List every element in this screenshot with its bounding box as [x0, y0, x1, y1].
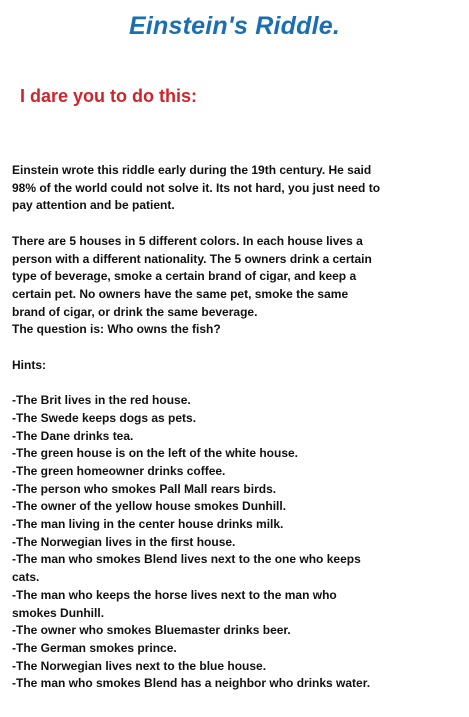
- hint-item: -The Norwegian lives in the first house.: [12, 534, 236, 549]
- hints-heading: Hints:: [12, 357, 46, 372]
- hint-item: -The Norwegian lives next to the blue house.: [12, 658, 267, 673]
- hint-item: -The man who smokes Blend lives next to the one who keeps cats.: [12, 552, 361, 585]
- hint-item: -The owner of the yellow house smokes Dunhill.: [12, 499, 287, 514]
- spacer: [12, 215, 462, 233]
- hint-item: -The man living in the center house drinks milk.: [12, 517, 284, 532]
- hint-item: -The Brit lives in the red house.: [12, 393, 191, 408]
- hints-list: [12, 392, 462, 693]
- hint-item: -The Dane drinks tea.: [12, 428, 134, 443]
- spacer: [12, 374, 462, 392]
- riddle-content: [12, 162, 462, 693]
- hint-item: -The man who keeps the horse lives next to the man who smokes Dunhill.: [12, 587, 337, 620]
- hint-item: -The green homeowner drinks coffee.: [12, 463, 226, 478]
- hint-item: -The man who smokes Blend has a neighbor who drinks water.: [12, 676, 371, 691]
- spacer: [12, 339, 462, 357]
- hint-item: -The German smokes prince.: [12, 640, 177, 655]
- question-text: The question is: Who owns the fish?: [12, 322, 221, 337]
- hint-item: -The owner who smokes Bluemaster drinks beer.: [12, 623, 291, 638]
- intro-paragraph: Einstein wrote this riddle early during the 19th century. He said 98% of the world could not solve it. Its not hard, you just need to pay attention and be patient.: [12, 163, 381, 213]
- hint-item: -The green house is on the left of the white house.: [12, 446, 299, 461]
- page-title: Einstein's Riddle.: [129, 12, 340, 40]
- dare-heading: I dare you to do this:: [20, 86, 198, 106]
- hint-item: -The person who smokes Pall Mall rears birds.: [12, 481, 277, 496]
- hint-item: -The Swede keeps dogs as pets.: [12, 410, 197, 425]
- description-paragraph: There are 5 houses in 5 different colors. In each house lives a person with a different nationality. The 5 owners drink a certain type of beverage, smoke a certain brand of cigar, and keep a certain pet. No owners have the same pet, smoke the same brand of cigar, or drink the same beverage.: [12, 233, 372, 319]
